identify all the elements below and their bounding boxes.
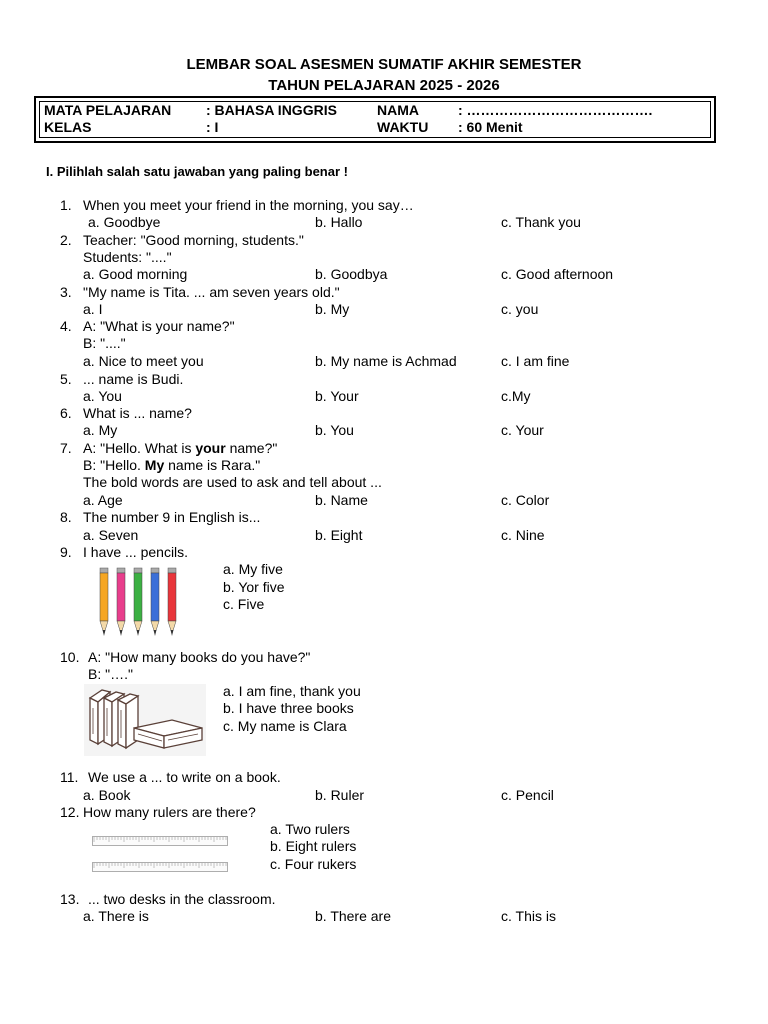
- question-text: ... name is Budi.: [83, 371, 184, 387]
- option-c: c.My: [501, 388, 531, 404]
- question-text: When you meet your friend in the morning, you say…: [83, 197, 414, 213]
- question-text: How many rulers are there?: [83, 804, 256, 820]
- question-number: 9.: [60, 544, 72, 560]
- option-a: a. You: [83, 388, 122, 404]
- books-image: [84, 684, 206, 756]
- subject-value: : BAHASA INGGRIS: [206, 102, 337, 118]
- option-b: b. My name is Achmad: [315, 353, 457, 369]
- class-value: : I: [206, 119, 219, 135]
- option-c: c. My name is Clara: [223, 718, 347, 734]
- option-c: c. Nine: [501, 527, 545, 543]
- option-b: b. Your: [315, 388, 359, 404]
- option-b: b. My: [315, 301, 350, 317]
- name-label: NAMA: [377, 102, 419, 118]
- pencil-icon: [100, 568, 108, 636]
- question-text-line2: [83, 457, 260, 474]
- option-a: a. My five: [223, 561, 283, 577]
- time-label: WAKTU: [377, 119, 429, 135]
- question-text: [83, 440, 277, 457]
- question-number: 13.: [60, 891, 80, 907]
- question-text-line2: Students: "....": [83, 249, 172, 265]
- option-a: a. Two rulers: [270, 821, 350, 837]
- section-title: I. Pilihlah salah satu jawaban yang paling benar !: [46, 164, 348, 179]
- question-text-line2: B: "….": [88, 666, 133, 682]
- question-text-part: name?": [225, 440, 278, 456]
- question-text-line2: B: "....": [83, 335, 126, 351]
- option-b: b. Ruler: [315, 787, 365, 803]
- option-b: b. There are: [315, 908, 392, 924]
- option-b: b. You: [315, 422, 354, 438]
- option-a: a. I am fine, thank you: [223, 683, 361, 699]
- subject-label: MATA PELAJARAN: [44, 102, 172, 118]
- option-a: a. There is: [83, 908, 149, 924]
- pencils-image: [96, 566, 186, 642]
- pencil-icon: [151, 568, 159, 636]
- option-c: c. Color: [501, 492, 550, 508]
- question-number: 6.: [60, 405, 72, 421]
- question-number: 8.: [60, 509, 72, 525]
- option-a: a. Nice to meet you: [83, 353, 204, 369]
- ruler-image: [92, 862, 228, 872]
- question-text-part: name is Rara.": [164, 457, 261, 473]
- question-text: Teacher: "Good morning, students.": [83, 232, 304, 248]
- option-a: a. Book: [83, 787, 131, 803]
- question-number: 11.: [60, 769, 79, 785]
- option-a: a. Seven: [83, 527, 139, 543]
- question-number: 7.: [60, 440, 72, 456]
- question-number: 5.: [60, 371, 72, 387]
- option-b: b. Hallo: [315, 214, 363, 230]
- option-a: a. Goodbye: [88, 214, 161, 230]
- question-number: 1.: [60, 197, 72, 213]
- option-b: b. Eight: [315, 527, 363, 543]
- question-number: 10.: [60, 649, 80, 665]
- pencil-icon: [168, 568, 176, 636]
- question-text: ... two desks in the classroom.: [88, 891, 276, 907]
- option-c: c. Four rukers: [270, 856, 357, 872]
- question-number: 3.: [60, 284, 72, 300]
- question-text: We use a ... to write on a book.: [88, 769, 281, 785]
- ruler-image: [92, 836, 228, 846]
- option-c: c. you: [501, 301, 539, 317]
- question-text: "My name is Tita. ... am seven years old.": [83, 284, 340, 300]
- name-value: : ………………………………….: [458, 102, 653, 118]
- option-b: b. Yor five: [223, 579, 285, 595]
- option-c: c. Good afternoon: [501, 266, 614, 282]
- option-c: c. Your: [501, 422, 544, 438]
- option-c: c. Pencil: [501, 787, 554, 803]
- question-text: A: "How many books do you have?": [88, 649, 311, 665]
- bold-word: My: [144, 457, 165, 473]
- pencil-icon: [134, 568, 142, 636]
- question-number: 4.: [60, 318, 72, 334]
- question-number: 2.: [60, 232, 72, 248]
- option-b: b. Eight rulers: [270, 838, 357, 854]
- question-text: What is ... name?: [83, 405, 192, 421]
- option-c: c. This is: [501, 908, 556, 924]
- option-c: c. Five: [223, 596, 265, 612]
- bold-word: your: [195, 440, 226, 456]
- pencil-icon: [117, 568, 125, 636]
- option-a: a. Age: [83, 492, 123, 508]
- question-text-part: B: "Hello.: [83, 457, 145, 473]
- page-title-line1: LEMBAR SOAL ASESMEN SUMATIF AKHIR SEMESTER: [186, 56, 582, 73]
- page-title-line2: TAHUN PELAJARAN 2025 - 2026: [268, 77, 500, 94]
- question-text-part: A: "Hello. What is: [83, 440, 196, 456]
- option-b: b. Name: [315, 492, 368, 508]
- time-value: : 60 Menit: [458, 119, 523, 135]
- question-text: I have ... pencils.: [83, 544, 189, 560]
- question-text: The number 9 in English is...: [83, 509, 261, 525]
- option-a: a. I: [83, 301, 103, 317]
- option-a: a. Good morning: [83, 266, 188, 282]
- option-b: b. I have three books: [223, 700, 354, 716]
- question-text-line3: The bold words are used to ask and tell about ...: [83, 474, 382, 490]
- option-c: c. I am fine: [501, 353, 570, 369]
- question-number: 12.: [60, 804, 80, 820]
- question-text: A: "What is your name?": [83, 318, 235, 334]
- option-b: b. Goodbya: [315, 266, 388, 282]
- class-label: KELAS: [44, 119, 92, 135]
- option-c: c. Thank you: [501, 214, 581, 230]
- option-a: a. My: [83, 422, 118, 438]
